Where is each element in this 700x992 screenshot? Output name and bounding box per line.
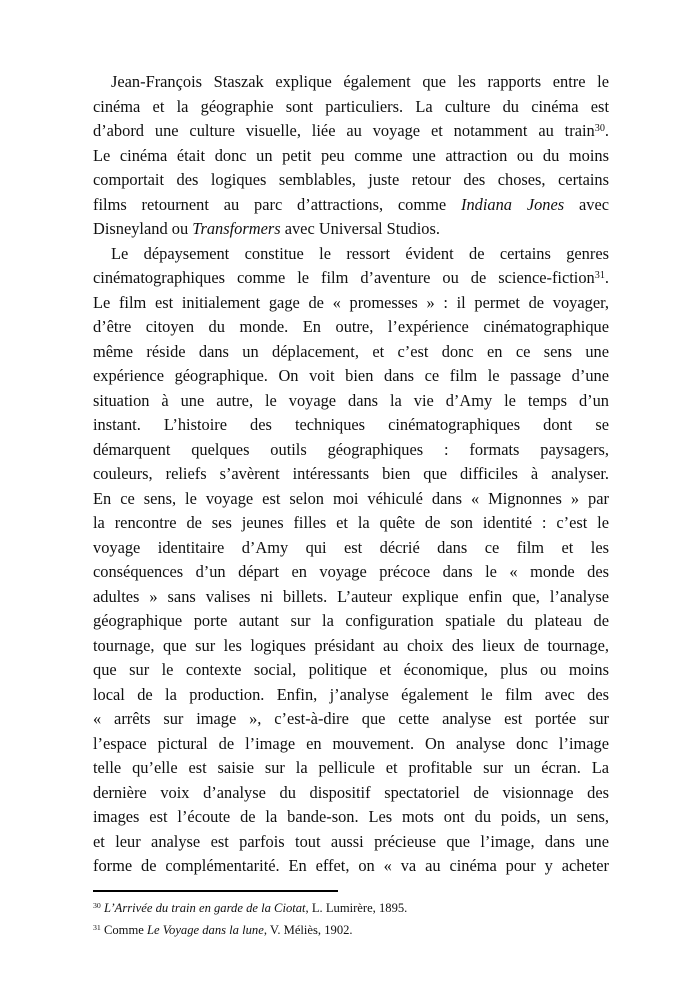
text-segment: . (604, 121, 609, 140)
text-segment: dernière voix d’analyse du dispositif spectatoriel de visionnage des (93, 782, 609, 802)
text-line (93, 462, 609, 487)
footnote-reference: 30 (594, 123, 605, 135)
text-segment: , V. Méliès, 1902. (263, 922, 353, 937)
text-line (93, 193, 609, 218)
text-segment: adultes » sans valises ni billets. L’auteur explique enfin que, l’analyse (93, 586, 609, 606)
text-segment: « arrêts sur image », c’est-à-dire que cette analyse est portée sur (93, 709, 609, 728)
text-segment: films retournent au parc d’attractions, comme (93, 194, 461, 214)
text-line (93, 315, 609, 340)
footnotes (93, 898, 609, 942)
text-segment: couleurs, reliefs s’avèrent intéressants bien que difficiles à analyser. (93, 464, 609, 483)
text-line (93, 217, 609, 242)
text-line (93, 658, 609, 683)
footnote-31 (93, 920, 609, 942)
text-line (93, 609, 609, 634)
text-segment: Disneyland ou (93, 219, 193, 238)
text-segment: l’espace pictural de l’image en mouvement. On analyse donc l’image (93, 733, 609, 753)
text-segment: Jean-François Staszak explique également que les rapports entre le (111, 72, 609, 91)
text-segment: cinéma et la géographie sont particuliers. La culture du cinéma est (93, 96, 609, 116)
text-line (93, 266, 609, 291)
text-line (93, 805, 609, 830)
text-segment: avec (564, 194, 610, 214)
text-segment: tournage, que sur les logiques présidant au choix des lieux de tournage, (93, 635, 609, 655)
text-line (93, 242, 609, 267)
text-segment: . (604, 268, 609, 287)
text-segment: telle qu’elle est saisie sur la pellicule et profitable sur un écran. La (93, 758, 609, 777)
text-segment: En ce sens, le voyage est selon moi véhiculé dans « Mignonnes » par (93, 488, 609, 508)
text-line (93, 585, 609, 610)
text-line (93, 364, 609, 389)
text-line (93, 707, 609, 732)
text-segment: Le film est initialement gage de « promesses » : il permet de voyager, (93, 292, 609, 312)
text-segment: Indiana Jones (461, 194, 565, 214)
text-segment: situation à une autre, le voyage dans la vie d’Amy le temps d’un (93, 390, 609, 410)
text-line (93, 340, 609, 365)
text-segment: comportait des logiques semblables, juste retour des choses, certains (93, 170, 609, 189)
page-body-text (93, 70, 609, 879)
text-segment: la rencontre de ses jeunes filles et la quête de son identité : c’est le (93, 513, 609, 532)
text-segment: Le dépaysement constitue le ressort évident de certains genres (111, 243, 609, 263)
text-segment: images est l’écoute de la bande-son. Les mots ont du poids, un sens, (93, 807, 609, 826)
footnote-reference: 31 (594, 270, 605, 282)
text-line (93, 732, 609, 757)
text-line (93, 438, 609, 463)
text-segment: d’être citoyen du monde. En outre, l’expérience cinématographique (93, 317, 609, 336)
text-line (93, 487, 609, 512)
text-segment: Comme (103, 922, 147, 937)
footnote-marker: 31 (93, 923, 101, 933)
text-line (93, 854, 609, 879)
text-segment: même réside dans un déplacement, et c’est donc en ce sens une (93, 341, 609, 361)
text-line (93, 168, 609, 193)
text-segment: d’abord une culture visuelle, liée au voyage et notamment au train (93, 121, 595, 140)
text-line (93, 536, 609, 561)
text-segment: que sur le contexte social, politique et économique, plus ou moins (93, 660, 609, 679)
text-segment: expérience géographique. On voit bien dans ce film le passage d’une (93, 366, 609, 385)
text-line (93, 389, 609, 414)
text-segment: conséquences d’un départ en voyage précoce dans le « monde des (93, 562, 609, 581)
text-line (93, 560, 609, 585)
text-line (93, 144, 609, 169)
text-line (93, 683, 609, 708)
text-line (93, 511, 609, 536)
text-segment: Transformers (192, 219, 281, 238)
text-line (93, 291, 609, 316)
text-segment: Le Voyage dans la lune (146, 922, 264, 937)
text-segment: local de la production. Enfin, j’analyse également le film avec des (93, 684, 609, 704)
text-segment: , L. Lumirère, 1895. (305, 901, 408, 915)
text-segment: instant. L’histoire des techniques cinématographiques dont se (93, 415, 609, 434)
text-line (93, 413, 609, 438)
text-segment: géographique porte autant sur la configuration spatiale du plateau de (93, 611, 609, 630)
footnote-marker: 30 (93, 901, 101, 911)
text-segment: démarquent quelques outils géographiques : formats paysagers, (93, 439, 609, 459)
text-line (93, 70, 609, 95)
text-segment: et leur analyse est parfois tout aussi précieuse que l’image, dans une (93, 831, 609, 851)
footnote-30 (93, 898, 609, 920)
text-line (93, 634, 609, 659)
text-segment: L’Arrivée du train en garde de la Ciotat (103, 901, 306, 915)
text-line (93, 95, 609, 120)
text-segment: forme de complémentarité. En effet, on « va au cinéma pour y acheter (93, 856, 609, 875)
text-line (93, 781, 609, 806)
text-segment: voyage identitaire d’Amy qui est décrié dans ce film et les (93, 537, 609, 557)
text-segment: cinématographiques comme le film d’aventure ou de science-fiction (93, 268, 595, 287)
text-line (93, 119, 609, 144)
text-segment: avec Universal Studios. (280, 219, 440, 238)
footnote-separator (93, 890, 338, 892)
text-line (93, 756, 609, 781)
text-segment: Le cinéma était donc un petit peu comme une attraction ou du moins (93, 145, 609, 165)
text-line (93, 830, 609, 855)
